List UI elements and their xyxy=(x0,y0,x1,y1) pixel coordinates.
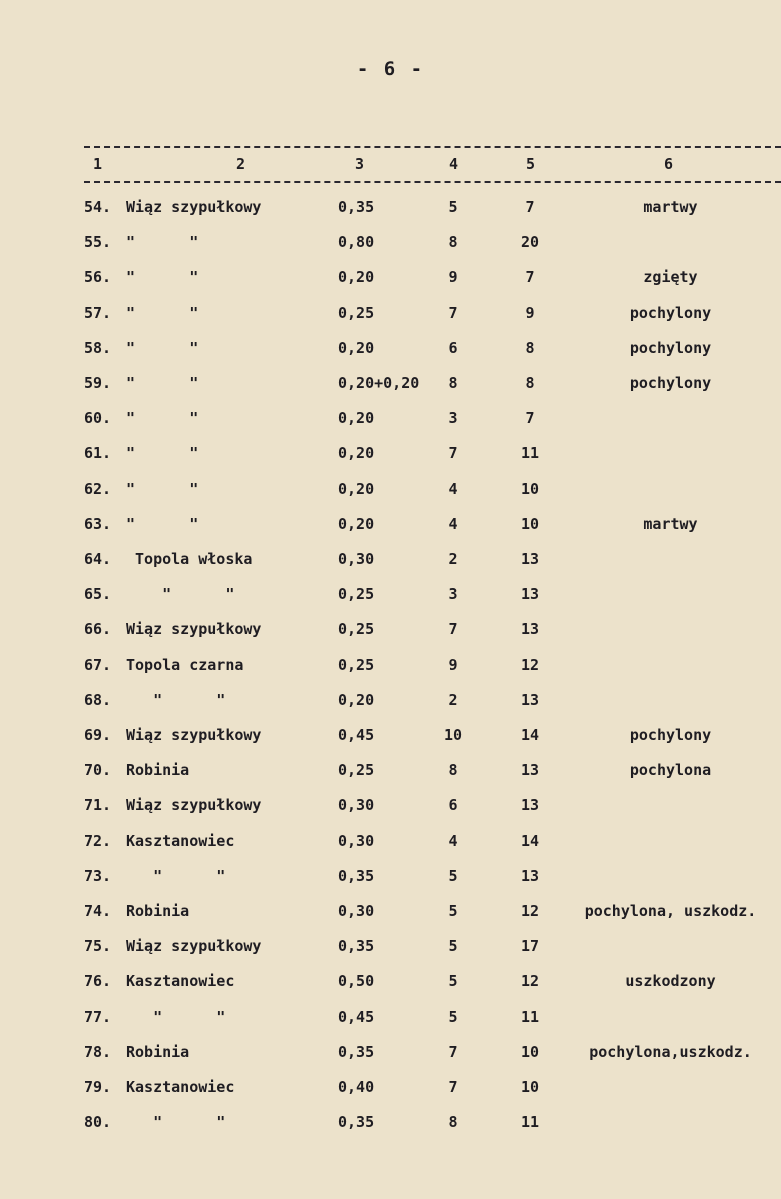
table-row xyxy=(0,867,781,897)
remarks: pochylona xyxy=(629,761,712,780)
row-number: 57. xyxy=(84,303,112,322)
row-number: 79. xyxy=(84,1078,112,1096)
table-row xyxy=(0,726,781,756)
table-row xyxy=(0,268,781,298)
column-header-2: 2 xyxy=(236,155,246,173)
col5-value: 10 xyxy=(520,1042,540,1061)
table-row xyxy=(0,1078,781,1108)
tree-species: " " xyxy=(126,514,199,533)
col3-value: 0,35 xyxy=(338,866,375,885)
col5-value: 8 xyxy=(525,374,535,392)
col3-value: 0,45 xyxy=(338,726,375,744)
tree-species: Topola czarna xyxy=(126,655,244,674)
col4-value: 5 xyxy=(448,198,458,216)
col5-value: 14 xyxy=(520,726,540,744)
col3-value: 0,25 xyxy=(338,620,375,639)
col4-value: 8 xyxy=(448,233,458,252)
table-row xyxy=(0,832,781,862)
row-number: 67. xyxy=(84,655,112,674)
row-number: 63. xyxy=(84,514,112,533)
col3-value: 0,45 xyxy=(338,1007,375,1026)
column-header-4: 4 xyxy=(449,155,459,173)
tree-species: Wiąz szypułkowy xyxy=(126,726,262,744)
tree-species: " " xyxy=(126,585,235,604)
col3-value: 0,35 xyxy=(338,937,375,956)
col4-value: 9 xyxy=(448,655,458,674)
col5-value: 13 xyxy=(520,690,540,709)
column-header-1: 1 xyxy=(93,155,103,173)
col3-value: 0,20 xyxy=(338,338,375,357)
col5-value: 7 xyxy=(525,409,535,428)
tree-species: Kasztanowiec xyxy=(126,1078,235,1096)
tree-species: " " xyxy=(126,479,199,498)
remarks: martwy xyxy=(643,198,698,216)
col3-value: 0,20 xyxy=(338,479,375,498)
col5-value: 13 xyxy=(520,620,540,639)
col5-value: 12 xyxy=(520,972,540,991)
col5-value: 9 xyxy=(525,303,535,322)
col4-value: 5 xyxy=(448,937,458,956)
col4-value: 2 xyxy=(448,550,458,568)
col4-value: 4 xyxy=(448,479,458,498)
col4-value: 7 xyxy=(448,303,458,322)
table-row xyxy=(0,409,781,439)
col4-value: 4 xyxy=(448,831,458,850)
remarks: zgięty xyxy=(643,268,698,287)
tree-species: " " xyxy=(126,303,199,322)
column-header-5: 5 xyxy=(526,155,536,173)
column-header-3: 3 xyxy=(355,155,365,173)
row-number: 54. xyxy=(84,198,112,216)
col3-value: 0,40 xyxy=(338,1078,375,1096)
row-number: 65. xyxy=(84,585,112,604)
col3-value: 0,20 xyxy=(338,514,375,533)
col4-value: 5 xyxy=(448,972,458,991)
row-number: 66. xyxy=(84,620,112,639)
col4-value: 9 xyxy=(448,268,458,287)
tree-species: Kasztanowiec xyxy=(126,972,235,991)
remarks: pochylony xyxy=(629,726,712,744)
table-row xyxy=(0,656,781,686)
col3-value: 0,80 xyxy=(338,233,375,252)
row-number: 55. xyxy=(84,233,112,252)
remarks: pochylona, uszkodz. xyxy=(584,902,757,920)
col4-value: 7 xyxy=(448,620,458,639)
col5-value: 11 xyxy=(520,444,540,463)
col5-value: 17 xyxy=(520,937,540,956)
table-row xyxy=(0,444,781,474)
row-number: 69. xyxy=(84,726,112,744)
tree-species: Topola włoska xyxy=(126,550,253,568)
row-number: 78. xyxy=(84,1042,112,1061)
col3-value: 0,25 xyxy=(338,585,375,604)
table-row xyxy=(0,233,781,263)
row-number: 72. xyxy=(84,831,112,850)
col5-value: 12 xyxy=(520,655,540,674)
table-row xyxy=(0,515,781,545)
col4-value: 2 xyxy=(448,690,458,709)
tree-species: Robinia xyxy=(126,761,190,780)
col3-value: 0,30 xyxy=(338,550,375,568)
col5-value: 7 xyxy=(525,198,535,216)
row-number: 61. xyxy=(84,444,112,463)
tree-species: Robinia xyxy=(126,1042,190,1061)
col5-value: 11 xyxy=(520,1113,540,1132)
col4-value: 5 xyxy=(448,1007,458,1026)
col5-value: 10 xyxy=(520,1078,540,1096)
tree-species: " " xyxy=(126,409,199,428)
col5-value: 13 xyxy=(520,585,540,604)
tree-species: " " xyxy=(126,1113,226,1132)
row-number: 70. xyxy=(84,761,112,780)
row-number: 62. xyxy=(84,479,112,498)
col4-value: 8 xyxy=(448,761,458,780)
col4-value: 7 xyxy=(448,444,458,463)
table-row xyxy=(0,1113,781,1143)
col5-value: 20 xyxy=(520,233,540,252)
table-row xyxy=(0,374,781,404)
col3-value: 0,25 xyxy=(338,303,375,322)
col4-value: 7 xyxy=(448,1078,458,1096)
tree-species: Wiąz szypułkowy xyxy=(126,937,262,956)
col3-value: 0,25 xyxy=(338,761,375,780)
col5-value: 12 xyxy=(520,902,540,920)
tree-species: Wiąz szypułkowy xyxy=(126,198,262,216)
col5-value: 14 xyxy=(520,831,540,850)
col5-value: 8 xyxy=(525,338,535,357)
tree-species: Kasztanowiec xyxy=(126,831,235,850)
tree-species: " " xyxy=(126,1007,226,1026)
row-number: 73. xyxy=(84,866,112,885)
table-row xyxy=(0,550,781,580)
col4-value: 5 xyxy=(448,866,458,885)
page-number: - 6 - xyxy=(356,58,425,80)
col5-value: 13 xyxy=(520,761,540,780)
col3-value: 0,35 xyxy=(338,1042,375,1061)
remarks: pochylona,uszkodz. xyxy=(589,1042,752,1061)
tree-species: " " xyxy=(126,690,226,709)
col4-value: 6 xyxy=(448,796,458,815)
col4-value: 8 xyxy=(448,1113,458,1132)
table-row xyxy=(0,937,781,967)
tree-species: " " xyxy=(126,268,199,287)
col5-value: 10 xyxy=(520,479,540,498)
table-row xyxy=(0,198,781,228)
col4-value: 7 xyxy=(448,1042,458,1061)
row-number: 59. xyxy=(84,374,112,392)
remarks: pochylony xyxy=(629,303,712,322)
col4-value: 4 xyxy=(448,514,458,533)
table-row xyxy=(0,339,781,369)
row-number: 60. xyxy=(84,409,112,428)
row-number: 76. xyxy=(84,972,112,991)
table-row xyxy=(0,304,781,334)
col5-value: 11 xyxy=(520,1007,540,1026)
row-number: 56. xyxy=(84,268,112,287)
col3-value: 0,25 xyxy=(338,655,375,674)
col3-value: 0,35 xyxy=(338,198,375,216)
col3-value: 0,20 xyxy=(338,690,375,709)
tree-species: " " xyxy=(126,444,199,463)
col4-value: 10 xyxy=(443,726,463,744)
header-rule-top xyxy=(84,146,781,148)
remarks: pochylony xyxy=(629,338,712,357)
col3-value: 0,20 xyxy=(338,444,375,463)
col4-value: 8 xyxy=(448,374,458,392)
tree-species: " " xyxy=(126,374,199,392)
col5-value: 10 xyxy=(520,514,540,533)
tree-species: " " xyxy=(126,338,199,357)
tree-species: Robinia xyxy=(126,902,190,920)
row-number: 64. xyxy=(84,550,112,568)
tree-species: Wiąz szypułkowy xyxy=(126,796,262,815)
table-row xyxy=(0,796,781,826)
row-number: 75. xyxy=(84,937,112,956)
table-row xyxy=(0,691,781,721)
header-rule-bottom xyxy=(84,181,781,183)
row-number: 71. xyxy=(84,796,112,815)
table-row xyxy=(0,480,781,510)
col3-value: 0,30 xyxy=(338,902,375,920)
table-row xyxy=(0,761,781,791)
row-number: 80. xyxy=(84,1113,112,1132)
col4-value: 3 xyxy=(448,585,458,604)
col3-value: 0,30 xyxy=(338,831,375,850)
col3-value: 0,20 xyxy=(338,268,375,287)
row-number: 74. xyxy=(84,902,112,920)
col3-value: 0,30 xyxy=(338,796,375,815)
col5-value: 7 xyxy=(525,268,535,287)
table-row xyxy=(0,1043,781,1073)
tree-species: " " xyxy=(126,866,226,885)
tree-species: Wiąz szypułkowy xyxy=(126,620,262,639)
col5-value: 13 xyxy=(520,550,540,568)
col4-value: 5 xyxy=(448,902,458,920)
table-row xyxy=(0,620,781,650)
remarks: pochylony xyxy=(629,374,712,392)
row-number: 58. xyxy=(84,338,112,357)
col4-value: 3 xyxy=(448,409,458,428)
table-row xyxy=(0,902,781,932)
col3-value: 0,50 xyxy=(338,972,375,991)
table-row xyxy=(0,972,781,1002)
tree-species: " " xyxy=(126,233,199,252)
col3-value: 0,20+0,20 xyxy=(338,374,420,392)
row-number: 77. xyxy=(84,1007,112,1026)
col3-value: 0,20 xyxy=(338,409,375,428)
col5-value: 13 xyxy=(520,796,540,815)
remarks: martwy xyxy=(643,514,698,533)
table-row xyxy=(0,585,781,615)
col5-value: 13 xyxy=(520,866,540,885)
col3-value: 0,35 xyxy=(338,1113,375,1132)
col4-value: 6 xyxy=(448,338,458,357)
table-row xyxy=(0,1008,781,1038)
remarks: uszkodzony xyxy=(625,972,716,991)
column-header-6: 6 xyxy=(664,155,674,173)
row-number: 68. xyxy=(84,690,112,709)
